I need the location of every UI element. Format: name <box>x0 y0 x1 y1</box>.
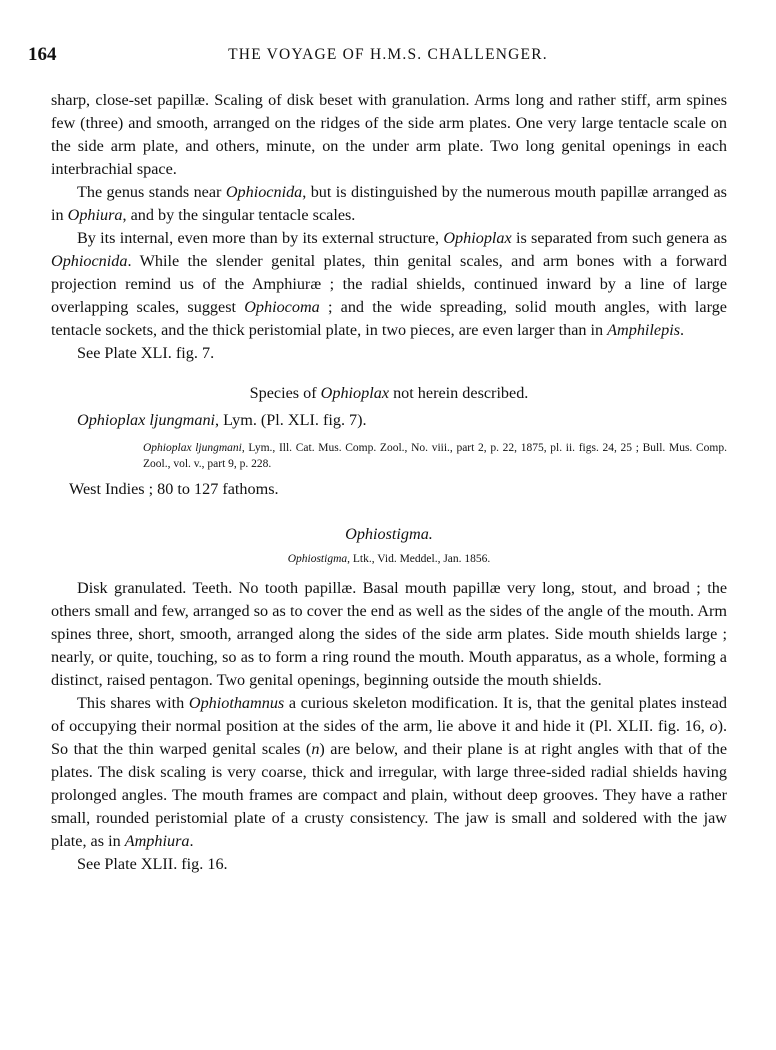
see-plate-reference-2: See Plate XLII. fig. 16. <box>77 855 228 873</box>
paragraph-genus-diagnosis: Disk granulated. Teeth. No tooth papillæ. Basal mouth papillæ very long, stout, and broad ; the others small and few, arranged so as to cover the end as well as the sides of the angle of the mouth. Arm spines three, short, smooth, arranged along the sides of the side arm plates. Side mouth shields large ; nearly, or quite, touching, so as to form a ring round the mouth. Mouth apparatus, as a whole, forming a distinct, raised pentagon. Two genital openings, beginning outside the mouth shields. <box>51 579 727 689</box>
paragraph-skeleton-modification: This shares with Ophiothamnus a curious skeleton modification. It is, that the genital plates instead of occupying their normal position at the sides of the arm, lie above it and hide it (Pl. XLII. fig. 16, o). So that the thin warped genital scales (n) are below, and their plane is at right angles with that of the plates. The disk scaling is very coarse, thick and irregular, with large three-sided radial shields having prolonged angles. The mouth frames are compact and plain, without deep grooves. They have a rather small, rounded peristomial plate of a crusty consistency. The jaw is small and soldered with the jaw plate, as in Amphiura. <box>51 694 727 850</box>
paragraph-genus-relationship: The genus stands near Ophiocnida, but is distinguished by the numerous mouth papillæ arranged as in Ophiura, and by the singular tentacle scales. <box>51 183 727 224</box>
species-citation: Ophioplax ljungmani, Lym., Ill. Cat. Mus. Comp. Zool., No. viii., part 2, p. 22, 1875, pl. ii. figs. 24, 25 ; Bull. Mus. Comp. Zool., vol. v., part 9, p. 228. <box>143 442 727 470</box>
paragraph-diagnosis-continued: sharp, close-set papillæ. Scaling of disk beset with granulation. Arms long and rather stiff, arm spines few (three) and smooth, arranged on the ridges of the side arm plates. One very large tentacle scale on the side arm plate, and others, minute, on the under arm plate. Two long genital openings in each interbrachial space. <box>51 91 727 178</box>
body-text <box>51 89 727 876</box>
species-entry: Ophioplax ljungmani, Lym. (Pl. XLI. fig. 7). <box>77 411 367 429</box>
species-heading: Species of Ophioplax not herein described. <box>249 384 529 402</box>
genus-citation: Ophiostigma, Ltk., Vid. Meddel., Jan. 1856. <box>287 553 491 565</box>
running-title: THE VOYAGE OF H.M.S. CHALLENGER. <box>228 46 548 63</box>
genus-title: Ophiostigma. <box>345 525 433 543</box>
species-locality: West Indies ; 80 to 127 fathoms. <box>69 480 279 498</box>
see-plate-reference: See Plate XLI. fig. 7. <box>77 344 215 362</box>
page-number: 164 <box>28 44 57 65</box>
paragraph-internal-structure: By its internal, even more than by its external structure, Ophioplax is separated from such genera as Ophiocnida. While the slender genital plates, thin genital scales, and arm bones with a forward projection remind us of the Amphiuræ ; the radial shields, continued inward by a line of large overlapping scales, suggest Ophiocoma ; and the wide spreading, solid mouth angles, with large tentacle sockets, and the thick peristomial plate, in two pieces, are even larger than in Amphilepis. <box>51 229 727 339</box>
page-header <box>24 44 752 68</box>
